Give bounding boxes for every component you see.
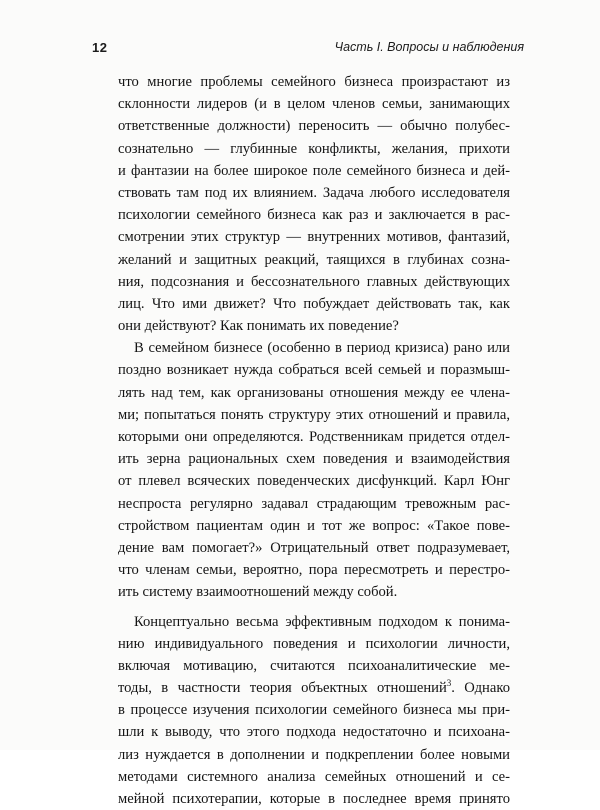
paragraph-3: [118, 611, 510, 810]
text-line: поздно возникает нужда собраться всей семьей и поразмыш-: [118, 359, 510, 381]
text-line: ния, подсознания и бессознательного главных действующих: [118, 271, 510, 293]
running-head: Часть I. Вопросы и наблюдения: [335, 40, 524, 54]
page-number: 12: [92, 40, 107, 55]
text-line: что членам семьи, вероятно, пора пересмотреть и перестро-: [118, 559, 510, 581]
text-line: ить систему взаимоотношений между собой.: [118, 581, 510, 603]
text-line: в процессе изучения психологии семейного бизнеса мы при-: [118, 699, 510, 721]
text-line-with-footnote: [118, 677, 510, 699]
text-line: Концептуально весьма эффективным подходом к понима-: [118, 611, 510, 633]
text-line: методами системного анализа семейных отношений и се-: [118, 766, 510, 788]
text-line: мейной психотерапии, которые в последнее время принято: [118, 788, 510, 810]
text-line: склонности лидеров (и в целом членов семьи, занимающих: [118, 93, 510, 115]
page-header: [92, 40, 524, 60]
text-line: ми; попытаться понять структуру этих отношений и правила,: [118, 404, 510, 426]
body-text: [118, 71, 510, 810]
text-line: дение вам помогает?» Отрицательный ответ подразумевает,: [118, 537, 510, 559]
paragraph-gap: [118, 604, 510, 611]
text-line: и фантазии на более широкое поле семейного бизнеса и дей-: [118, 160, 510, 182]
text-line: психологии семейного бизнеса как раз и заключается в рас-: [118, 204, 510, 226]
text-line: сознательно — глубинные конфликты, желания, прихоти: [118, 138, 510, 160]
text-fragment: . Однако: [451, 680, 510, 696]
text-line: В семейном бизнесе (особенно в период кризиса) рано или: [118, 337, 510, 359]
footnote-mark: 3: [447, 678, 452, 688]
text-line: ответственные должности) переносить — обычно полубес-: [118, 115, 510, 137]
text-line: желаний и защитных реакций, таящихся в глубинах созна-: [118, 249, 510, 271]
text-line: неспроста регулярно задавал страдающим тревожным рас-: [118, 493, 510, 515]
text-line: включая мотивацию, считаются психоаналитические ме-: [118, 655, 510, 677]
text-line: нию индивидуального поведения и психологии личности,: [118, 633, 510, 655]
text-line: лиз нуждается в дополнении и подкреплении более новыми: [118, 744, 510, 766]
text-line: ствовать там под их влиянием. Задача любого исследователя: [118, 182, 510, 204]
text-fragment: тоды, в частности теория объектных отношений: [118, 680, 447, 696]
text-line: от плевел всяческих поведенческих дисфункций. Карл Юнг: [118, 470, 510, 492]
text-line: стройством пациентам один и тот же вопрос: «Такое пове-: [118, 515, 510, 537]
text-line: лиц. Что ими движет? Что побуждает действовать так, как: [118, 293, 510, 315]
paragraph-1: [118, 71, 510, 337]
text-line: ить зерна рациональных схем поведения и взаимодействия: [118, 448, 510, 470]
paragraph-2: [118, 337, 510, 603]
text-line: которыми они определяются. Родственникам придется отдел-: [118, 426, 510, 448]
text-line: они действуют? Как понимать их поведение?: [118, 315, 510, 337]
text-line: смотрении этих структур — внутренних мотивов, фантазий,: [118, 226, 510, 248]
text-line: лять над тем, как организованы отношения между ее члена-: [118, 382, 510, 404]
text-line: что многие проблемы семейного бизнеса произрастают из: [118, 71, 510, 93]
text-line: шли к выводу, что этого подхода недостаточно и психоана-: [118, 721, 510, 743]
